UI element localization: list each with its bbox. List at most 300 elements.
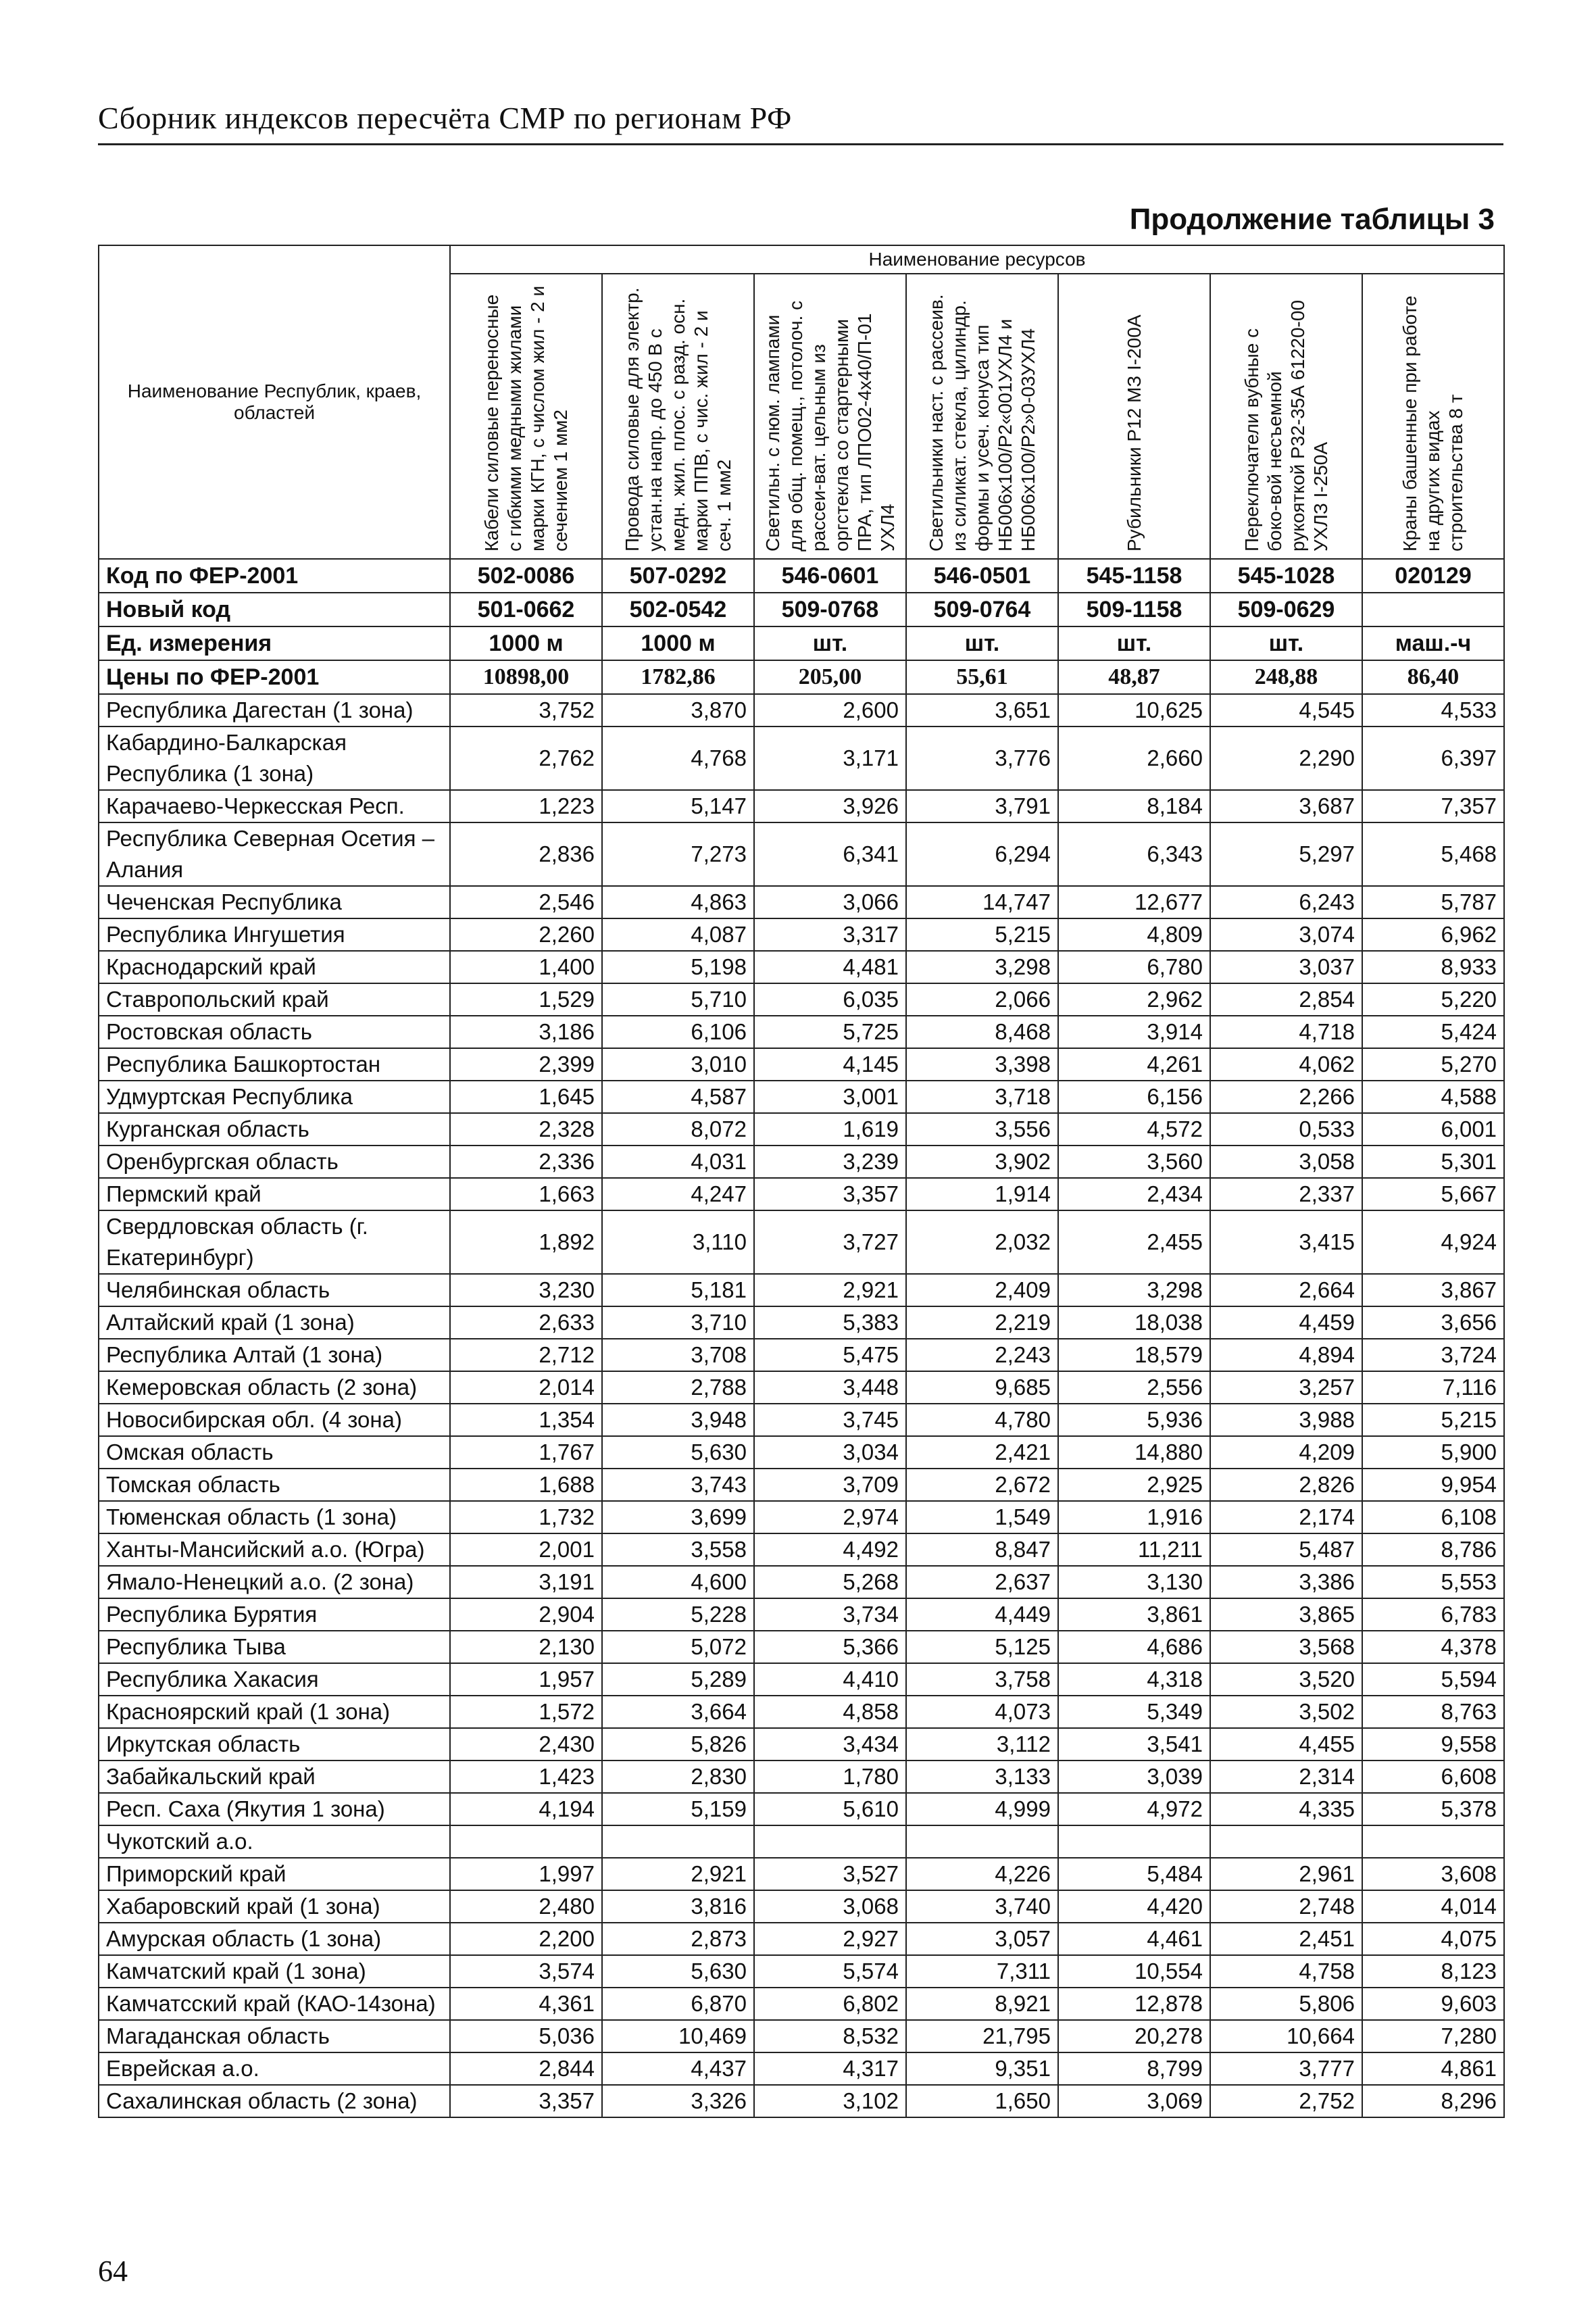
index-table-wrapper <box>98 245 1503 2118</box>
index-value: 2,854 <box>1210 983 1362 1016</box>
index-value: 3,171 <box>754 727 906 790</box>
index-value: 2,974 <box>754 1501 906 1533</box>
index-value: 4,014 <box>1362 1890 1504 1923</box>
index-value: 5,487 <box>1210 1533 1362 1566</box>
fer-code-cell: 545-1158 <box>1058 559 1210 593</box>
index-value: 1,997 <box>450 1858 602 1890</box>
index-value: 4,533 <box>1362 694 1504 727</box>
index-value: 1,688 <box>450 1469 602 1501</box>
index-value: 6,962 <box>1362 918 1504 951</box>
index-value: 5,159 <box>602 1793 754 1825</box>
index-value: 9,685 <box>906 1371 1058 1404</box>
table-row <box>99 983 1504 1016</box>
index-value: 4,758 <box>1210 1955 1362 1988</box>
index-value: 5,630 <box>602 1955 754 1988</box>
index-value: 5,667 <box>1362 1178 1504 1210</box>
index-value: 5,215 <box>1362 1404 1504 1436</box>
region-name: Республика Тыва <box>99 1631 450 1663</box>
index-value: 4,972 <box>1058 1793 1210 1825</box>
index-value: 4,858 <box>754 1696 906 1728</box>
fer-code-cell: 545-1028 <box>1210 559 1362 593</box>
index-value: 1,400 <box>450 951 602 983</box>
index-value: 3,752 <box>450 694 602 727</box>
region-name: Оренбургская область <box>99 1146 450 1178</box>
table-row <box>99 1533 1504 1566</box>
table-row <box>99 886 1504 918</box>
new-code-cell: 509-0764 <box>906 593 1058 626</box>
fer-code-cell: 020129 <box>1362 559 1504 593</box>
index-value: 5,710 <box>602 983 754 1016</box>
index-value: 5,181 <box>602 1274 754 1306</box>
index-value: 3,727 <box>754 1210 906 1274</box>
resource-column-title: Переключатели вубные с боко-вой несъемной рукояткой Р32-35А 61220-00 УХЛЗ I-250А <box>1241 299 1331 551</box>
index-value: 2,174 <box>1210 1501 1362 1533</box>
resources-header: Наименование ресурсов <box>450 245 1504 274</box>
fer-code-cell: 507-0292 <box>602 559 754 593</box>
index-value: 8,532 <box>754 2020 906 2052</box>
region-name: Алтайский край (1 зона) <box>99 1306 450 1339</box>
table-row <box>99 822 1504 886</box>
index-value: 2,409 <box>906 1274 1058 1306</box>
table-row <box>99 1210 1504 1274</box>
index-value: 3,110 <box>602 1210 754 1274</box>
index-value: 3,699 <box>602 1501 754 1533</box>
index-value: 4,545 <box>1210 694 1362 727</box>
unit-cell: шт. <box>754 626 906 660</box>
index-value: 1,619 <box>754 1113 906 1146</box>
index-value: 4,809 <box>1058 918 1210 951</box>
index-value: 4,600 <box>602 1566 754 1598</box>
index-value: 1,780 <box>754 1761 906 1793</box>
region-name: Республика Северная Осетия – Алания <box>99 822 450 886</box>
index-value: 2,921 <box>602 1858 754 1890</box>
index-value: 3,068 <box>754 1890 906 1923</box>
price-row <box>99 660 1504 694</box>
region-name: Удмуртская Республика <box>99 1081 450 1113</box>
index-value: 1,732 <box>450 1501 602 1533</box>
region-name: Камчатский край (1 зона) <box>99 1955 450 1988</box>
index-value: 4,318 <box>1058 1663 1210 1696</box>
index-value: 4,587 <box>602 1081 754 1113</box>
table-row <box>99 1761 1504 1793</box>
index-value: 5,366 <box>754 1631 906 1663</box>
new-code-label: Новый код <box>99 593 450 626</box>
index-value: 2,290 <box>1210 727 1362 790</box>
region-name: Забайкальский край <box>99 1761 450 1793</box>
index-value: 3,398 <box>906 1048 1058 1081</box>
index-value: 2,451 <box>1210 1923 1362 1955</box>
index-value: 5,349 <box>1058 1696 1210 1728</box>
region-name: Курганская область <box>99 1113 450 1146</box>
index-value: 4,209 <box>1210 1436 1362 1469</box>
index-value: 5,630 <box>602 1436 754 1469</box>
index-value: 7,116 <box>1362 1371 1504 1404</box>
index-value: 3,745 <box>754 1404 906 1436</box>
index-value: 1,892 <box>450 1210 602 1274</box>
index-value: 2,328 <box>450 1113 602 1146</box>
index-value: 6,802 <box>754 1988 906 2020</box>
index-value <box>1362 1825 1504 1858</box>
index-value: 3,130 <box>1058 1566 1210 1598</box>
region-name: Чукотский а.о. <box>99 1825 450 1858</box>
index-value: 3,239 <box>754 1146 906 1178</box>
index-value: 3,057 <box>906 1923 1058 1955</box>
table-row <box>99 1306 1504 1339</box>
index-value: 3,914 <box>1058 1016 1210 1048</box>
index-value: 5,468 <box>1362 822 1504 886</box>
index-value: 20,278 <box>1058 2020 1210 2052</box>
index-value: 2,399 <box>450 1048 602 1081</box>
index-value: 3,948 <box>602 1404 754 1436</box>
index-value: 3,527 <box>754 1858 906 1890</box>
index-value: 1,957 <box>450 1663 602 1696</box>
index-value: 5,826 <box>602 1728 754 1761</box>
index-value: 6,243 <box>1210 886 1362 918</box>
index-value: 0,533 <box>1210 1113 1362 1146</box>
unit-cell: шт. <box>1210 626 1362 660</box>
index-value: 6,001 <box>1362 1113 1504 1146</box>
new-code-cell: 509-0629 <box>1210 593 1362 626</box>
table-row <box>99 1048 1504 1081</box>
index-value: 3,867 <box>1362 1274 1504 1306</box>
index-value: 4,378 <box>1362 1631 1504 1663</box>
table-row <box>99 1923 1504 1955</box>
index-value: 3,037 <box>1210 951 1362 983</box>
index-value: 1,767 <box>450 1436 602 1469</box>
unit-cell: маш.-ч <box>1362 626 1504 660</box>
index-value: 4,087 <box>602 918 754 951</box>
table-row <box>99 1113 1504 1146</box>
region-name: Пермский край <box>99 1178 450 1210</box>
fer-code-cell: 546-0501 <box>906 559 1058 593</box>
price-cell: 55,61 <box>906 660 1058 694</box>
resource-column-title: Светильн. с люм. лампами для общ. помещ., потолоч. с рассеи-ват. цельным из оргстекла со стартерными ПРА, тип ЛПО02-4х40/П-01 УХЛ4 <box>762 300 898 551</box>
new-code-cell: 501-0662 <box>450 593 602 626</box>
code-label: Код по ФЕР-2001 <box>99 559 450 593</box>
index-value: 8,123 <box>1362 1955 1504 1988</box>
index-value: 3,230 <box>450 1274 602 1306</box>
index-value: 4,317 <box>754 2052 906 2085</box>
index-value: 5,787 <box>1362 886 1504 918</box>
index-value: 4,335 <box>1210 1793 1362 1825</box>
index-value: 9,351 <box>906 2052 1058 2085</box>
index-value: 4,455 <box>1210 1728 1362 1761</box>
index-value: 3,257 <box>1210 1371 1362 1404</box>
index-value: 6,294 <box>906 822 1058 886</box>
index-value: 3,558 <box>602 1533 754 1566</box>
index-value: 3,664 <box>602 1696 754 1728</box>
index-value: 8,468 <box>906 1016 1058 1048</box>
index-value: 3,743 <box>602 1469 754 1501</box>
index-value: 5,424 <box>1362 1016 1504 1048</box>
region-name: Тюменская область (1 зона) <box>99 1501 450 1533</box>
index-value: 7,273 <box>602 822 754 886</box>
index-value: 3,298 <box>906 951 1058 983</box>
index-value: 4,459 <box>1210 1306 1362 1339</box>
table-row <box>99 1598 1504 1631</box>
index-value: 8,296 <box>1362 2085 1504 2117</box>
index-value: 6,156 <box>1058 1081 1210 1113</box>
index-value: 4,481 <box>754 951 906 983</box>
index-value: 2,748 <box>1210 1890 1362 1923</box>
index-value: 4,261 <box>1058 1048 1210 1081</box>
index-value: 3,186 <box>450 1016 602 1048</box>
index-value: 2,219 <box>906 1306 1058 1339</box>
region-name: Магаданская область <box>99 2020 450 2052</box>
index-value: 3,058 <box>1210 1146 1362 1178</box>
index-value: 5,228 <box>602 1598 754 1631</box>
index-value: 3,656 <box>1362 1306 1504 1339</box>
resource-column-title: Светильники наст. с рассеив. из силикат. стекла, цилиндр. формы и усеч. конуса тип НБ006х100/Р2«001УХЛ4 и НБ006х100/Р2»0-03УХЛ4 <box>925 294 1039 551</box>
price-cell: 248,88 <box>1210 660 1362 694</box>
table-row <box>99 2052 1504 2085</box>
table-row <box>99 918 1504 951</box>
index-value: 3,776 <box>906 727 1058 790</box>
index-value: 11,211 <box>1058 1533 1210 1566</box>
index-value: 5,484 <box>1058 1858 1210 1890</box>
region-name: Амурская область (1 зона) <box>99 1923 450 1955</box>
index-value: 2,314 <box>1210 1761 1362 1793</box>
index-value: 3,386 <box>1210 1566 1362 1598</box>
region-name: Кабардино-Балкарская Республика (1 зона) <box>99 727 450 790</box>
index-value: 2,788 <box>602 1371 754 1404</box>
index-value: 9,603 <box>1362 1988 1504 2020</box>
index-value: 3,357 <box>754 1178 906 1210</box>
table-row <box>99 1146 1504 1178</box>
index-value: 3,298 <box>1058 1274 1210 1306</box>
table-row <box>99 1858 1504 1890</box>
index-value: 5,806 <box>1210 1988 1362 2020</box>
index-value: 14,747 <box>906 886 1058 918</box>
index-value: 3,758 <box>906 1663 1058 1696</box>
table-row <box>99 1696 1504 1728</box>
index-value: 3,568 <box>1210 1631 1362 1663</box>
table-row <box>99 951 1504 983</box>
index-value: 4,924 <box>1362 1210 1504 1274</box>
index-value: 1,645 <box>450 1081 602 1113</box>
table-row <box>99 1436 1504 1469</box>
table-row <box>99 1988 1504 2020</box>
index-value: 5,900 <box>1362 1436 1504 1469</box>
index-value: 2,434 <box>1058 1178 1210 1210</box>
fer-code-cell: 546-0601 <box>754 559 906 593</box>
index-value: 6,397 <box>1362 727 1504 790</box>
index-value <box>1210 1825 1362 1858</box>
index-value: 6,608 <box>1362 1761 1504 1793</box>
index-table <box>98 245 1505 2118</box>
index-value: 2,961 <box>1210 1858 1362 1890</box>
index-value: 8,921 <box>906 1988 1058 2020</box>
index-value: 5,289 <box>602 1663 754 1696</box>
index-value: 2,455 <box>1058 1210 1210 1274</box>
index-value: 1,423 <box>450 1761 602 1793</box>
index-value: 4,410 <box>754 1663 906 1696</box>
index-value: 3,740 <box>906 1890 1058 1923</box>
index-value: 5,725 <box>754 1016 906 1048</box>
index-value: 4,145 <box>754 1048 906 1081</box>
table-row <box>99 1825 1504 1858</box>
index-value: 3,317 <box>754 918 906 951</box>
index-value: 4,894 <box>1210 1339 1362 1371</box>
index-value: 3,034 <box>754 1436 906 1469</box>
index-value: 3,074 <box>1210 918 1362 951</box>
index-value: 4,420 <box>1058 1890 1210 1923</box>
index-value: 5,036 <box>450 2020 602 2052</box>
index-value: 2,664 <box>1210 1274 1362 1306</box>
index-value: 2,830 <box>602 1761 754 1793</box>
new-code-cell <box>1362 593 1504 626</box>
index-value: 7,311 <box>906 1955 1058 1988</box>
region-name: Республика Алтай (1 зона) <box>99 1339 450 1371</box>
table-row <box>99 1081 1504 1113</box>
index-value: 5,270 <box>1362 1048 1504 1081</box>
table-row <box>99 1404 1504 1436</box>
table-row <box>99 1501 1504 1533</box>
index-value: 3,102 <box>754 2085 906 2117</box>
resource-column-title: Краны башенные при работе на других видах строительства 8 т <box>1399 295 1467 551</box>
index-value: 2,066 <box>906 983 1058 1016</box>
unit-cell: 1000 м <box>450 626 602 660</box>
index-value: 6,870 <box>602 1988 754 2020</box>
region-name: Республика Башкортостан <box>99 1048 450 1081</box>
price-cell: 10898,00 <box>450 660 602 694</box>
index-value: 4,031 <box>602 1146 754 1178</box>
index-value: 3,541 <box>1058 1728 1210 1761</box>
index-value: 4,572 <box>1058 1113 1210 1146</box>
index-value: 6,106 <box>602 1016 754 1048</box>
region-name: Республика Ингушетия <box>99 918 450 951</box>
index-value: 2,672 <box>906 1469 1058 1501</box>
index-value: 1,549 <box>906 1501 1058 1533</box>
index-value: 2,637 <box>906 1566 1058 1598</box>
index-value: 6,035 <box>754 983 906 1016</box>
region-name: Респ. Саха (Якутия 1 зона) <box>99 1793 450 1825</box>
resource-column-header <box>602 274 754 559</box>
table-row <box>99 727 1504 790</box>
index-value: 18,579 <box>1058 1339 1210 1371</box>
index-value: 5,215 <box>906 918 1058 951</box>
price-label: Цены по ФЕР-2001 <box>99 660 450 694</box>
index-value: 8,786 <box>1362 1533 1504 1566</box>
region-name: Карачаево-Черкесская Респ. <box>99 790 450 822</box>
index-value: 3,556 <box>906 1113 1058 1146</box>
region-name: Камчатсский край (КАО-14зона) <box>99 1988 450 2020</box>
index-value: 8,847 <box>906 1533 1058 1566</box>
index-value: 18,038 <box>1058 1306 1210 1339</box>
index-value: 2,660 <box>1058 727 1210 790</box>
index-value: 1,529 <box>450 983 602 1016</box>
index-value: 3,326 <box>602 2085 754 2117</box>
resource-column-header <box>906 274 1058 559</box>
index-value: 6,343 <box>1058 822 1210 886</box>
table-row <box>99 1890 1504 1923</box>
index-value: 2,200 <box>450 1923 602 1955</box>
index-value: 8,799 <box>1058 2052 1210 2085</box>
index-value: 2,556 <box>1058 1371 1210 1404</box>
index-value: 3,734 <box>754 1598 906 1631</box>
region-name: Чеченская Республика <box>99 886 450 918</box>
region-name: Ростовская область <box>99 1016 450 1048</box>
unit-row <box>99 626 1504 660</box>
table-row <box>99 1178 1504 1210</box>
index-value: 4,449 <box>906 1598 1058 1631</box>
index-value: 3,520 <box>1210 1663 1362 1696</box>
index-value: 3,191 <box>450 1566 602 1598</box>
index-value: 3,357 <box>450 2085 602 2117</box>
index-value: 5,147 <box>602 790 754 822</box>
region-name: Омская область <box>99 1436 450 1469</box>
index-value: 4,247 <box>602 1178 754 1210</box>
resource-column-title: Провода силовые для электр. устан.на напр. до 450 В с медн. жил. плос. с разд. осн. марки ППВ, с чис. жил - 2 и сеч. 1 мм2 <box>621 287 734 551</box>
index-value: 8,184 <box>1058 790 1210 822</box>
index-value: 5,936 <box>1058 1404 1210 1436</box>
region-name: Ямало-Ненецкий а.о. (2 зона) <box>99 1566 450 1598</box>
code-row <box>99 559 1504 593</box>
region-name: Республика Бурятия <box>99 1598 450 1631</box>
index-value: 3,709 <box>754 1469 906 1501</box>
index-value: 2,266 <box>1210 1081 1362 1113</box>
index-value: 1,223 <box>450 790 602 822</box>
index-value: 4,075 <box>1362 1923 1504 1955</box>
price-cell: 86,40 <box>1362 660 1504 694</box>
index-value: 2,762 <box>450 727 602 790</box>
table-row <box>99 1793 1504 1825</box>
index-value: 3,724 <box>1362 1339 1504 1371</box>
index-value: 4,062 <box>1210 1048 1362 1081</box>
index-value: 3,902 <box>906 1146 1058 1178</box>
table-row <box>99 1663 1504 1696</box>
index-value: 4,461 <box>1058 1923 1210 1955</box>
index-value: 3,010 <box>602 1048 754 1081</box>
index-value: 5,297 <box>1210 822 1362 886</box>
table-row <box>99 1566 1504 1598</box>
index-value: 6,108 <box>1362 1501 1504 1533</box>
index-value: 8,072 <box>602 1113 754 1146</box>
table-row <box>99 1469 1504 1501</box>
table-row <box>99 1631 1504 1663</box>
index-value: 2,921 <box>754 1274 906 1306</box>
index-value: 2,430 <box>450 1728 602 1761</box>
index-value: 3,861 <box>1058 1598 1210 1631</box>
index-value: 1,916 <box>1058 1501 1210 1533</box>
index-value: 10,664 <box>1210 2020 1362 2052</box>
unit-cell: шт. <box>1058 626 1210 660</box>
index-value: 2,337 <box>1210 1178 1362 1210</box>
index-value: 2,421 <box>906 1436 1058 1469</box>
resource-column-title: Рубильники Р12 МЗ I-200А <box>1123 314 1145 551</box>
index-value: 3,415 <box>1210 1210 1362 1274</box>
table-row <box>99 2020 1504 2052</box>
index-value: 10,554 <box>1058 1955 1210 1988</box>
fer-code-cell: 502-0086 <box>450 559 602 593</box>
index-value: 3,502 <box>1210 1696 1362 1728</box>
index-value: 2,260 <box>450 918 602 951</box>
index-value: 21,795 <box>906 2020 1058 2052</box>
header-divider <box>98 143 1503 145</box>
index-value: 2,243 <box>906 1339 1058 1371</box>
index-value: 2,712 <box>450 1339 602 1371</box>
region-column-header: Наименование Республик, краев, областей <box>99 245 450 559</box>
resource-column-header <box>754 274 906 559</box>
index-value: 5,610 <box>754 1793 906 1825</box>
new-code-cell: 509-1158 <box>1058 593 1210 626</box>
table-row <box>99 1728 1504 1761</box>
index-value <box>1058 1825 1210 1858</box>
index-value: 4,863 <box>602 886 754 918</box>
new-code-cell: 509-0768 <box>754 593 906 626</box>
index-value: 4,226 <box>906 1858 1058 1890</box>
region-name: Новосибирская обл. (4 зона) <box>99 1404 450 1436</box>
